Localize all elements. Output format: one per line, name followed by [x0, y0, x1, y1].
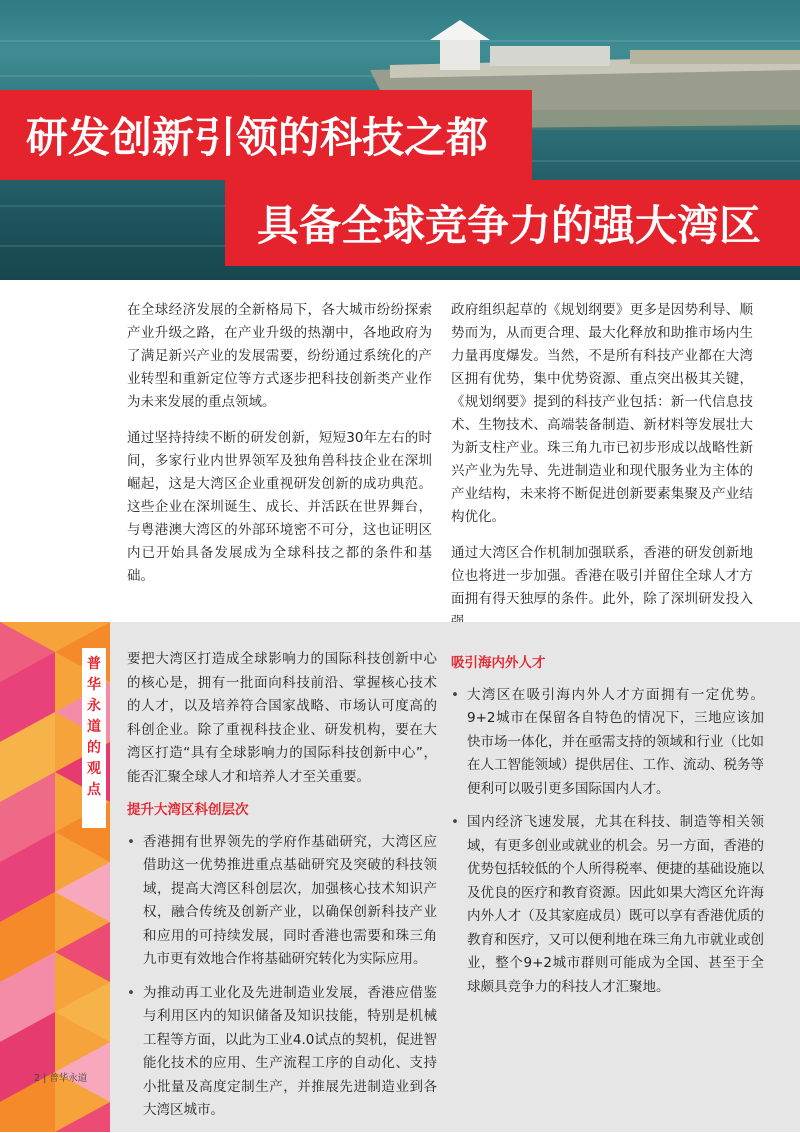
- viewpoint-intro-paragraph: 要把大湾区打造成全球影响力的国际科技创新中心的核心是，拥有一批面向科技前沿、掌握核心技术的人才，以及培养符合国家战略、市场认可度高的科创企业。除了重视科技企业、研发机构，要在大湾区打造“具有全球影响力的国际科技创新中心”，能否汇聚全球人才和培养人才至关重要。: [127, 651, 437, 785]
- page-footer: 2 | 普华永道: [34, 1073, 88, 1084]
- section-heading: 吸引海内外人才: [451, 655, 546, 671]
- bullet-list: [451, 684, 764, 1000]
- viewpoint-left-column: [127, 648, 437, 1133]
- page-title-line1: 研发创新引领的科技之都: [0, 90, 532, 180]
- list-item: • 为推动再工业化及先进制造业发展，香港应借鉴与利用区内的知识储备及知识技能，特别是机械工程等方面，以此为工业4.0试点的契机，促进智能化技术的应用、生产流程工序的自动化、支持小批量及高度定制生产，并推展先进制造业到各大湾区城市。: [127, 982, 437, 1123]
- intro-paragraph: 政府组织起草的《规划纲要》更多是因势利导、顺势而为，从而更合理、最大化释放和助推市场内生力量再度爆发。当然，不是所有科技产业都在大湾区拥有优势，集中优势资源、重点突出极其关键，《规划纲要》提到的科技产业包括：新一代信息技术、生物技术、高端装备制造、新材料等发展壮大为新支柱产业。珠三角九市已初步形成以战略性新兴产业为先导、先进制造业和现代服务业为主体的产业结构，未来将不断促进创新要素集聚及产业结构优化。: [451, 302, 753, 525]
- intro-paragraph: 通过坚持持续不断的研发创新，短短30年左右的时间，多家行业内世界领军及独角兽科技企业在深圳崛起，这是大湾区企业重视研发创新的成功典范。这些企业在深圳诞生、成长、并活跃在世界舞台，与粤港澳大湾区的外部环境密不可分，这也证明区内已开始具备发展成为全球科技之都的条件和基础。: [127, 430, 432, 584]
- list-item: • 香港拥有世界领先的学府作基础研究，大湾区应借助这一优势推进重点基础研究及突破的科技领域，提高大湾区科创层次，加强核心技术知识产权，融合传统及创新产业，以确保创新科技产业和应用的可持续发展，同时香港也需要和珠三角九市更有效地合作将基础研究转化为实际应用。: [127, 831, 437, 972]
- side-label-char: 永: [87, 698, 101, 714]
- intro-right-column: [451, 299, 753, 647]
- viewpoint-right-column: [451, 648, 764, 1009]
- section-heading: 提升大湾区科创层次: [127, 802, 249, 818]
- page-title-line2: 具备全球竞争力的强大湾区: [225, 180, 800, 266]
- side-label-char: 道: [87, 719, 101, 735]
- side-label-char: 华: [87, 677, 101, 693]
- side-label-char: 的: [87, 740, 101, 756]
- intro-paragraph: 通过大湾区合作机制加强联系，香港的研发创新地位也将进一步加强。香港在吸引并留住全球人才方面拥有得天独厚的条件。此外，除了深圳研发投入: [451, 545, 753, 607]
- intro-paragraph: 在全球经济发展的全新格局下，各大城市纷纷探索产业升级之路，在产业升级的热潮中，各地政府为了满足新兴产业的发展需要，纷纷通过系统化的产业转型和重新定位等方式逐步把科技创新类产业作为未来发展的重点领域。: [127, 302, 432, 410]
- hero-image: [0, 0, 800, 280]
- viewpoint-side-label: [82, 648, 106, 828]
- side-label-char: 点: [87, 782, 101, 798]
- list-item: • 大湾区在吸引海内外人才方面拥有一定优势。9+2城市在保留各自特色的情况下，三地应该加快市场一体化，并在亟需支持的领域和行业（比如在人工智能领域）提供居住、工作、流动、税务等便利可以吸引更多国际国内人才。: [451, 684, 764, 802]
- list-item: • 国内经济飞速发展，尤其在科技、制造等相关领域，有更多创业或就业的机会。另一方面，香港的优势包括较低的个人所得税率、便捷的基础设施以及优良的医疗和教育资源。因此如果大湾区允许海内外人才（及其家庭成员）既可以享有香港优质的教育和医疗，又可以便利地在珠三角九市就业或创业，整个9+2城市群则可能成为全国、甚至于全球颇具竞争力的科技人才汇聚地。: [451, 811, 764, 999]
- side-label-char: 普: [87, 656, 101, 672]
- bullet-list: [127, 831, 437, 1123]
- side-label-char: 观: [87, 761, 101, 777]
- intro-left-column: [127, 299, 432, 601]
